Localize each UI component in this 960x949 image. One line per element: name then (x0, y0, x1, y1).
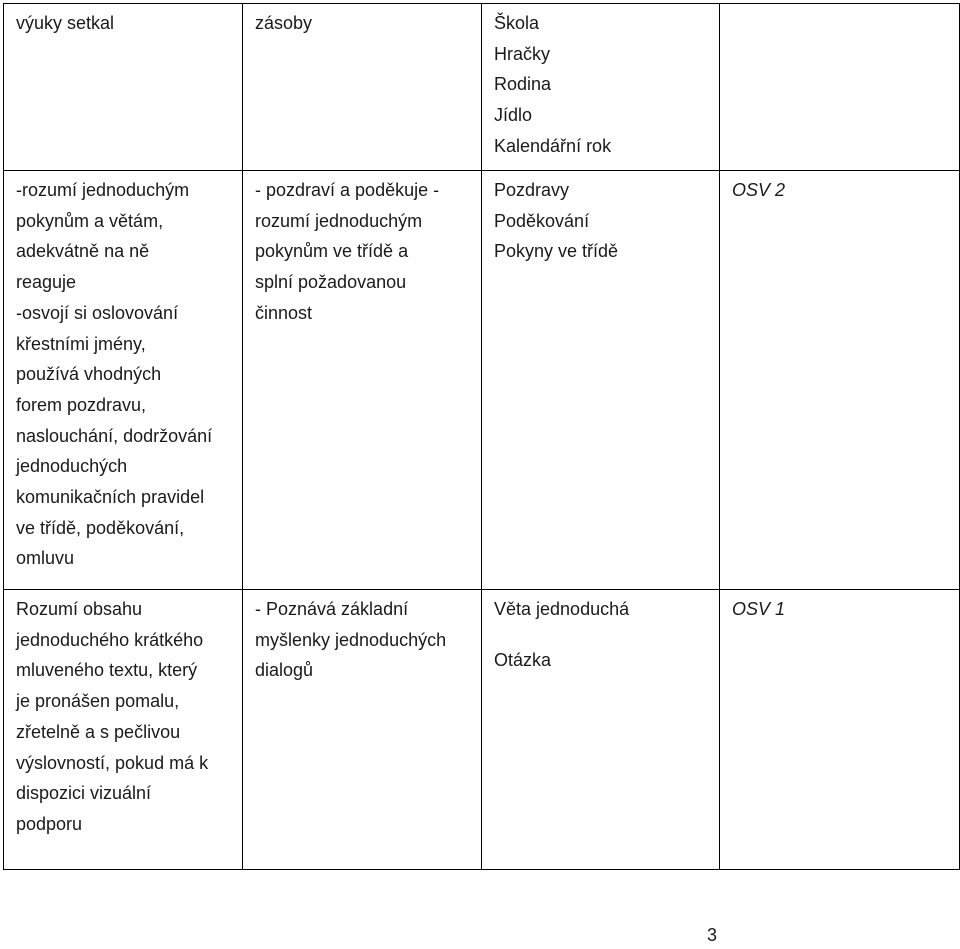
content-line: - pozdraví a poděkuje - (255, 180, 440, 200)
table-row (4, 4, 960, 171)
page-number: 3 (706, 925, 717, 945)
table-cell (482, 171, 720, 590)
outcome-line: Rozumí obsahu (16, 599, 143, 619)
outcome-line: jednoduchých (16, 456, 128, 477)
table-row (4, 590, 960, 870)
content-line: myšlenky jednoduchých (255, 629, 447, 650)
table-cell (4, 4, 243, 171)
outcome-line: komunikačních pravidel (16, 487, 205, 508)
outcome-line: zřetelně a s pečlivou (16, 721, 181, 742)
outcome-line: křestními jmény, (16, 333, 146, 354)
table-cell (4, 171, 243, 590)
topic-item: Hračky (494, 43, 551, 64)
table-cell (720, 171, 960, 590)
topic-item: Pokyny ve třídě (494, 241, 619, 262)
topic-item: Jídlo (494, 105, 533, 126)
content-line: činnost (255, 302, 313, 323)
outcome-line: ve třídě, poděkování, (16, 517, 185, 538)
table-cell (720, 4, 960, 171)
outcome-line: adekvátně na ně (16, 241, 150, 262)
table-cell (243, 4, 482, 171)
outcome-line: podporu (16, 813, 83, 834)
outcome-line: pokynům a větám, (16, 210, 164, 231)
outcome-line: forem pozdravu, (16, 394, 147, 415)
content-line: rozumí jednoduchým (255, 210, 423, 231)
topic-item: Kalendářní rok (494, 135, 612, 156)
content-line: dialogů (255, 660, 314, 681)
content-line: splní požadovanou (255, 272, 407, 293)
table-cell (482, 4, 720, 171)
table-cell (4, 590, 243, 870)
table-cell (243, 590, 482, 870)
topic-item: Pozdravy (494, 180, 570, 200)
outcome-line: jednoduchého krátkého (16, 629, 204, 650)
outcome-line: používá vhodných (16, 364, 162, 385)
outcome-line: reaguje (16, 272, 77, 293)
content-line: pokynům ve třídě a (255, 241, 409, 262)
topic-item: Rodina (494, 74, 552, 95)
topic-item: Škola (494, 13, 540, 33)
table-cell (720, 590, 960, 870)
table-cell (243, 171, 482, 590)
content-line: - Poznává základní (255, 599, 409, 619)
osv-tag: OSV 2 (732, 180, 786, 200)
outcome-line: -osvojí si oslovování (16, 302, 179, 323)
curriculum-table (3, 3, 960, 870)
cell-text: zásoby (255, 13, 313, 33)
table-row (4, 171, 960, 590)
outcome-line: naslouchání, dodržování (16, 425, 213, 446)
outcome-line: je pronášen pomalu, (16, 691, 180, 712)
cell-text: výuky setkal (16, 13, 115, 33)
topic-item: Poděkování (494, 210, 590, 231)
osv-tag: OSV 1 (732, 599, 786, 619)
outcome-line: -rozumí jednoduchým (16, 180, 190, 200)
topic-item: Otázka (494, 649, 552, 670)
topic-item: Věta jednoduchá (494, 599, 630, 619)
outcome-line: mluveného textu, který (16, 660, 198, 681)
outcome-line: omluvu (16, 548, 75, 569)
outcome-line: dispozici vizuální (16, 783, 152, 804)
outcome-line: výslovností, pokud má k (16, 752, 209, 773)
table-cell (482, 590, 720, 870)
